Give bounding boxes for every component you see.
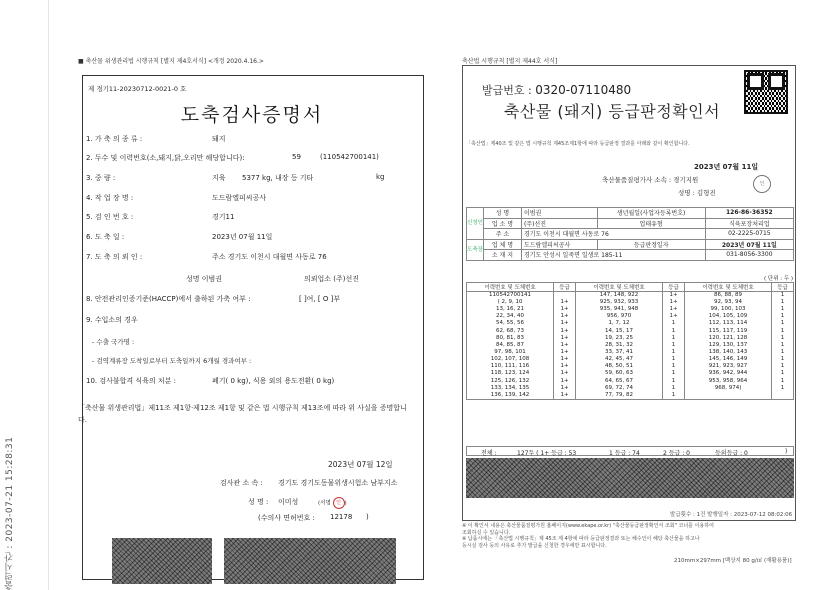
info-label: 주 소: [483, 229, 521, 240]
item-value: 주소 경기도 이천시 대월면 사동로 76: [212, 253, 327, 261]
grade-cell: 1+: [554, 328, 576, 335]
info-value: 경기도 이천시 대월면 사동로 76: [521, 229, 705, 240]
trace-number-cell: 86, 88, 89: [684, 292, 771, 300]
issue-label: 발급번호 :: [482, 84, 532, 97]
trace-number-cell: 99, 100, 103: [684, 306, 771, 313]
item-value: 지육: [212, 174, 226, 182]
grade-1-count: 1 등급 : 74: [609, 450, 640, 457]
disposal-value: 폐기( 0 kg), 식용 외의 용도전환( 0 kg): [212, 377, 335, 385]
trace-number-cell: 112, 113, 114: [684, 320, 771, 327]
issue-number: 0320-07110480: [535, 83, 632, 97]
info-value: (주)선진: [521, 218, 597, 229]
grade-cell: 1: [772, 320, 794, 327]
certificate-number: 제 경기11-20230712-0021-0 호: [88, 85, 187, 93]
grade-cell: 1+: [554, 356, 576, 363]
item-label: 2. 두수 및 이력번호(소,돼지,닭,오리만 해당합니다):: [86, 154, 245, 162]
trace-number-cell: 59, 60, 63: [575, 370, 662, 377]
grade-cell: 1: [772, 335, 794, 342]
scan-pattern: [466, 458, 794, 498]
trace-number-cell: 935, 941, 948: [575, 306, 662, 313]
applicant-section-label: 신청인: [467, 208, 484, 240]
trace-number-cell: 956, 970: [575, 313, 662, 320]
trace-number-cell: 925, 932, 933: [575, 299, 662, 306]
trace-number-cell: 145, 146, 149: [684, 356, 771, 363]
grade-cell: 1+: [554, 385, 576, 392]
table-row: [467, 292, 794, 300]
info-value: 도드람엘피씨공사: [521, 239, 597, 250]
disposal-row: [86, 376, 335, 386]
scan-pattern-left: [112, 538, 212, 584]
haccp-row: [86, 294, 341, 304]
trace-number-cell: 115, 117, 119: [684, 328, 771, 335]
info-value: 031-8056-3300: [705, 250, 793, 261]
issue-number-row: [482, 82, 631, 98]
grade-cell: 1+: [554, 313, 576, 320]
grade-cell: 1: [663, 363, 685, 370]
table-row: [467, 385, 794, 392]
info-label: 생년월일(사업자등록번호): [597, 208, 705, 219]
certificate-date: 2023년 07월 12일: [328, 460, 393, 469]
form-header: ■ 축산물 위생관리법 시행규칙 [별지 제4호서식] <개정 2020.4.16.>: [78, 58, 264, 65]
trace-number-cell: 54, 55, 56: [467, 320, 554, 327]
totals-close: ): [785, 448, 788, 455]
weight-value: 5377 kg, 내장 등 기타: [242, 174, 314, 182]
grade-cell: 1: [663, 370, 685, 377]
trace-number-cell: 102, 107, 108: [467, 356, 554, 363]
item-label: 7. 도 축 의 뢰 인 :: [86, 253, 143, 261]
grade-cell: 1+: [554, 392, 576, 400]
haccp-value: [ ]여, [ O ]부: [299, 295, 341, 303]
trace-number-cell: 921, 923, 927: [684, 363, 771, 370]
trace-number-cell: 968, 974): [684, 385, 771, 392]
haccp-label: 8. 안전관리인증기준(HACCP)에서 출하된 가축 여부 :: [86, 295, 251, 303]
item-label: 6. 도 축 일 :: [86, 233, 125, 241]
grade-cell: 1: [663, 349, 685, 356]
item-requester: [86, 252, 327, 262]
info-value: 02-2225-0715: [705, 229, 793, 240]
inspector-org-label: 검사관 소 속 :: [220, 479, 263, 487]
grade-cell: 1: [772, 385, 794, 392]
grade-cell: 1+: [554, 378, 576, 385]
trace-number-cell: 19, 23, 25: [575, 335, 662, 342]
info-label: 업 체 명: [483, 239, 521, 250]
disposal-label: 10. 검사불합격 식육의 처분 :: [86, 377, 177, 385]
export-country: - 수출 국가명 :: [92, 338, 135, 346]
grade-cell: 1+: [554, 299, 576, 306]
grade-cell: 1: [772, 292, 794, 300]
table-row: [467, 342, 794, 349]
info-label: 업태유형: [597, 218, 705, 229]
info-value: 경기도 안성시 일죽면 일생로 185-11: [521, 250, 705, 261]
grade-cell: 1: [663, 335, 685, 342]
grade-cell: 1: [663, 378, 685, 385]
column-header: 등급: [663, 283, 685, 292]
info-label: 성 명: [483, 208, 521, 219]
trace-number-cell: 80, 81, 83: [467, 335, 554, 342]
info-label: 등급판정일자: [597, 239, 705, 250]
trace-number: (110542700141): [320, 153, 379, 161]
weight-unit: kg: [376, 173, 385, 181]
inspector-name: 이미성: [278, 498, 299, 506]
intro-text: 「축산법」제40조 및 같은 법 시행규칙 제45조제1항에 따라 등급판정 결과를 아래와 같이 확인합니다.: [466, 141, 690, 147]
item-value: 경기11: [212, 213, 235, 221]
item-label: 5. 검 인 번 호 :: [86, 213, 134, 221]
table-row: [467, 378, 794, 385]
import-label: 9. 수입소의 경우: [86, 316, 138, 324]
item-value: 도드람엘피씨공사: [212, 194, 267, 202]
grade-cell: 1+: [663, 292, 685, 300]
info-row: [467, 208, 794, 219]
table-row: [467, 392, 794, 400]
grade-cell: 1: [663, 320, 685, 327]
trace-number-cell: 33, 37, 41: [575, 349, 662, 356]
column-header: 이력번호 및 도체번호: [467, 283, 554, 292]
trace-number-cell: 125, 126, 132: [467, 378, 554, 385]
info-value: 식육포장처리업: [705, 218, 793, 229]
grade-cell: 1: [772, 313, 794, 320]
grade-cell: [554, 292, 576, 300]
grade-confirmation-certificate: [462, 56, 798, 590]
table-row: [467, 370, 794, 377]
item-stamp-number: [86, 212, 235, 222]
grade-table-header: [467, 283, 794, 292]
inspector-name-label: 성 명 :: [248, 498, 269, 506]
grade-cell: 1: [663, 356, 685, 363]
note-line: 조회하실 수 있습니다.: [462, 529, 511, 536]
grade-cell: 1: [772, 299, 794, 306]
note-line: ※ 이 확인서 내용은 축산물품질평가원 홈페이지(www.ekape.or.kr) "축산물등급판정확인서 조회" 코너를 이용하여: [462, 523, 714, 529]
column-header: 이력번호 및 도체번호: [575, 283, 662, 292]
trace-number-cell: 64, 65, 67: [575, 378, 662, 385]
grade-table: [466, 282, 794, 400]
certificate-title: 축산물 (돼지) 등급판정확인서: [503, 102, 721, 121]
table-row: [467, 328, 794, 335]
item-workplace: [86, 193, 267, 203]
grade-cell: 1+: [663, 306, 685, 313]
trace-number-cell: 84, 85, 87: [467, 342, 554, 349]
info-row: [467, 229, 794, 240]
trace-number-cell: 133, 134, 135: [467, 385, 554, 392]
trace-number-cell: 69, 72, 74: [575, 385, 662, 392]
grader-seal: 인: [753, 175, 771, 193]
trace-number-cell: 97, 98, 101: [467, 349, 554, 356]
slaughterhouse-section-label: 도축장: [467, 239, 484, 260]
grade-cell: 1: [772, 370, 794, 377]
trace-number-cell: 42, 45, 47: [575, 356, 662, 363]
grading-date: 2023년 07월 11일: [694, 163, 759, 171]
inspector-org: 경기도 경기도동물위생시험소 남부지소: [278, 479, 398, 487]
official-seal: 인: [333, 497, 345, 509]
grade-cell: 1+: [554, 335, 576, 342]
trace-number-cell: 118, 123, 124: [467, 370, 554, 377]
trace-number-cell: 92, 93, 94: [684, 299, 771, 306]
trace-number-cell: 147, 148, 922: [575, 292, 662, 300]
info-row: [467, 218, 794, 229]
trace-number-cell: 138, 140, 143: [684, 349, 771, 356]
grade-cell: 1+: [554, 363, 576, 370]
requester-company: 의뢰업소 (주)선진: [304, 275, 360, 283]
grade-cell: 1: [772, 306, 794, 313]
trace-number-cell: 104, 105, 109: [684, 313, 771, 320]
item-label: 1. 가 축 의 종 류 :: [86, 135, 143, 143]
grade-totals: [466, 446, 794, 456]
trace-number-cell: 14, 15, 17: [575, 328, 662, 335]
info-row: [467, 250, 794, 261]
paper-spec: 210mm×297mm [백상지 80 g/㎡ (재활용품)]: [674, 558, 792, 564]
item-slaughter-date: [86, 232, 273, 242]
inspector-signature: (서명 인 ): [318, 497, 347, 509]
table-row: [467, 363, 794, 370]
trace-number-cell: 110542700141: [467, 292, 554, 300]
trace-number-cell: 953, 958, 964: [684, 378, 771, 385]
trace-number-cell: [684, 392, 771, 400]
grade-2-count: 2 등급 : 0: [663, 450, 690, 457]
totals-label: 전체 :: [481, 450, 497, 457]
quarantine-period: - 검역계류장 도착일로부터 도축일까지 6개월 경과여부 :: [92, 357, 252, 365]
column-header: 등급: [772, 283, 794, 292]
license-label: (수의사 면허번호 :: [258, 514, 315, 522]
item-value: 2023년 07월 11일: [212, 233, 273, 241]
divider-line: [48, 0, 49, 590]
requester-name: 성명 이범권: [186, 275, 223, 283]
trace-number-cell: 28, 31, 32: [575, 342, 662, 349]
info-row: [467, 239, 794, 250]
item-value: 59: [292, 153, 301, 161]
table-row: [467, 299, 794, 306]
trace-number-cell: 62, 68, 73: [467, 328, 554, 335]
column-header: 등급: [554, 283, 576, 292]
slaughter-inspection-certificate: [78, 56, 426, 590]
grade-cell: 1: [772, 363, 794, 370]
grade-cell: 1+: [663, 299, 685, 306]
table-row: [467, 306, 794, 313]
sign-label: (서명: [318, 500, 331, 507]
grade-cell: 1+: [663, 313, 685, 320]
trace-number-cell: 936, 942, 944: [684, 370, 771, 377]
grade-cell: 1+: [554, 320, 576, 327]
item-weight: [86, 173, 385, 183]
grade-cell: 1: [772, 342, 794, 349]
scan-pattern-right: [224, 538, 396, 584]
print-time-stamp: 출력시간 : 2023-07-21 15:28:31: [5, 436, 15, 590]
trace-number-cell: 120, 121, 128: [684, 335, 771, 342]
item-value: 돼지: [212, 135, 226, 143]
grade-cell: 1: [663, 342, 685, 349]
table-row: [467, 320, 794, 327]
item-head-count: [86, 153, 379, 163]
grade-cell: 1: [772, 349, 794, 356]
item-animal-type: [86, 134, 226, 144]
item-label: 3. 중 량 :: [86, 174, 116, 182]
print-info: 발급횟수 : 1건 발행일자 : 2023-07-12 08:02:06: [670, 512, 793, 518]
grade-cell: 1: [772, 328, 794, 335]
info-label: 업 소 명: [483, 218, 521, 229]
totals-count: 127두 ( 1+ 등급 : 53: [517, 450, 577, 457]
grade-cell: 1: [772, 378, 794, 385]
info-value: 2023년 07월 11일: [705, 239, 793, 250]
grade-cell: 1: [663, 385, 685, 392]
trace-number-cell: 77, 79, 82: [575, 392, 662, 400]
table-row: [467, 335, 794, 342]
applicant-info-table: [466, 207, 794, 261]
grade-cell: 1+: [554, 349, 576, 356]
notes: [462, 523, 714, 549]
unit-label: ( 단위 : 두 ): [764, 276, 794, 282]
trace-number-cell: 13, 16, 21: [467, 306, 554, 313]
trace-number-cell: 110, 111, 116: [467, 363, 554, 370]
grader-office: 축산물품질평가사 소속 : 경기지원: [602, 176, 699, 184]
certificate-title: 도축검사증명서: [180, 104, 324, 126]
item-label: 4. 작 업 장 명 :: [86, 194, 134, 202]
table-row: [467, 313, 794, 320]
grade-cell: 1+: [554, 342, 576, 349]
outside-grade-count: 등외등급 : 0: [715, 450, 748, 457]
trace-number-cell: 1, 7, 12: [575, 320, 662, 327]
trace-number-cell: 129, 130, 137: [684, 342, 771, 349]
license-close: ): [366, 513, 369, 521]
grade-cell: 1: [772, 356, 794, 363]
table-row: [467, 349, 794, 356]
form-header: 축산법 시행규칙 [별지 제44호 서식]: [462, 58, 558, 65]
info-value: 이범권: [521, 208, 597, 219]
trace-number-cell: 22, 34, 40: [467, 313, 554, 320]
grade-cell: 1: [663, 328, 685, 335]
info-label: 소 재 지: [483, 250, 521, 261]
table-row: [467, 356, 794, 363]
grade-cell: [772, 392, 794, 400]
trace-number-cell: 136, 139, 142: [467, 392, 554, 400]
note-line: ※ 납품시에는 「축산법 시행규칙」제 45조 제 4항에 따라 등급판정결과 또는 해수인이 해당 축산물을 하고나: [462, 536, 700, 542]
grade-cell: 1+: [554, 370, 576, 377]
legal-statement: 「축산물 위생관리법」제11조 제1항·제12조 제1항 및 같은 법 시행규칙 제13조에 따라 위 사실을 증명합니다.: [78, 404, 407, 424]
column-header: 이력번호 및 도체번호: [684, 283, 771, 292]
info-value: 126-86-36352: [705, 208, 793, 219]
note-line: 등시실 검사 등의 사유로 추가 발급을 신청한 경우에만 표시합니다.: [462, 542, 607, 549]
grade-cell: 1: [663, 392, 685, 400]
grader-name: 성명 : 김형진: [678, 189, 716, 197]
grade-cell: 1+: [554, 306, 576, 313]
trace-number-cell: 48, 50, 51: [575, 363, 662, 370]
trace-number-cell: ( 2, 9, 10: [467, 299, 554, 306]
license-number: 12178: [330, 513, 353, 521]
